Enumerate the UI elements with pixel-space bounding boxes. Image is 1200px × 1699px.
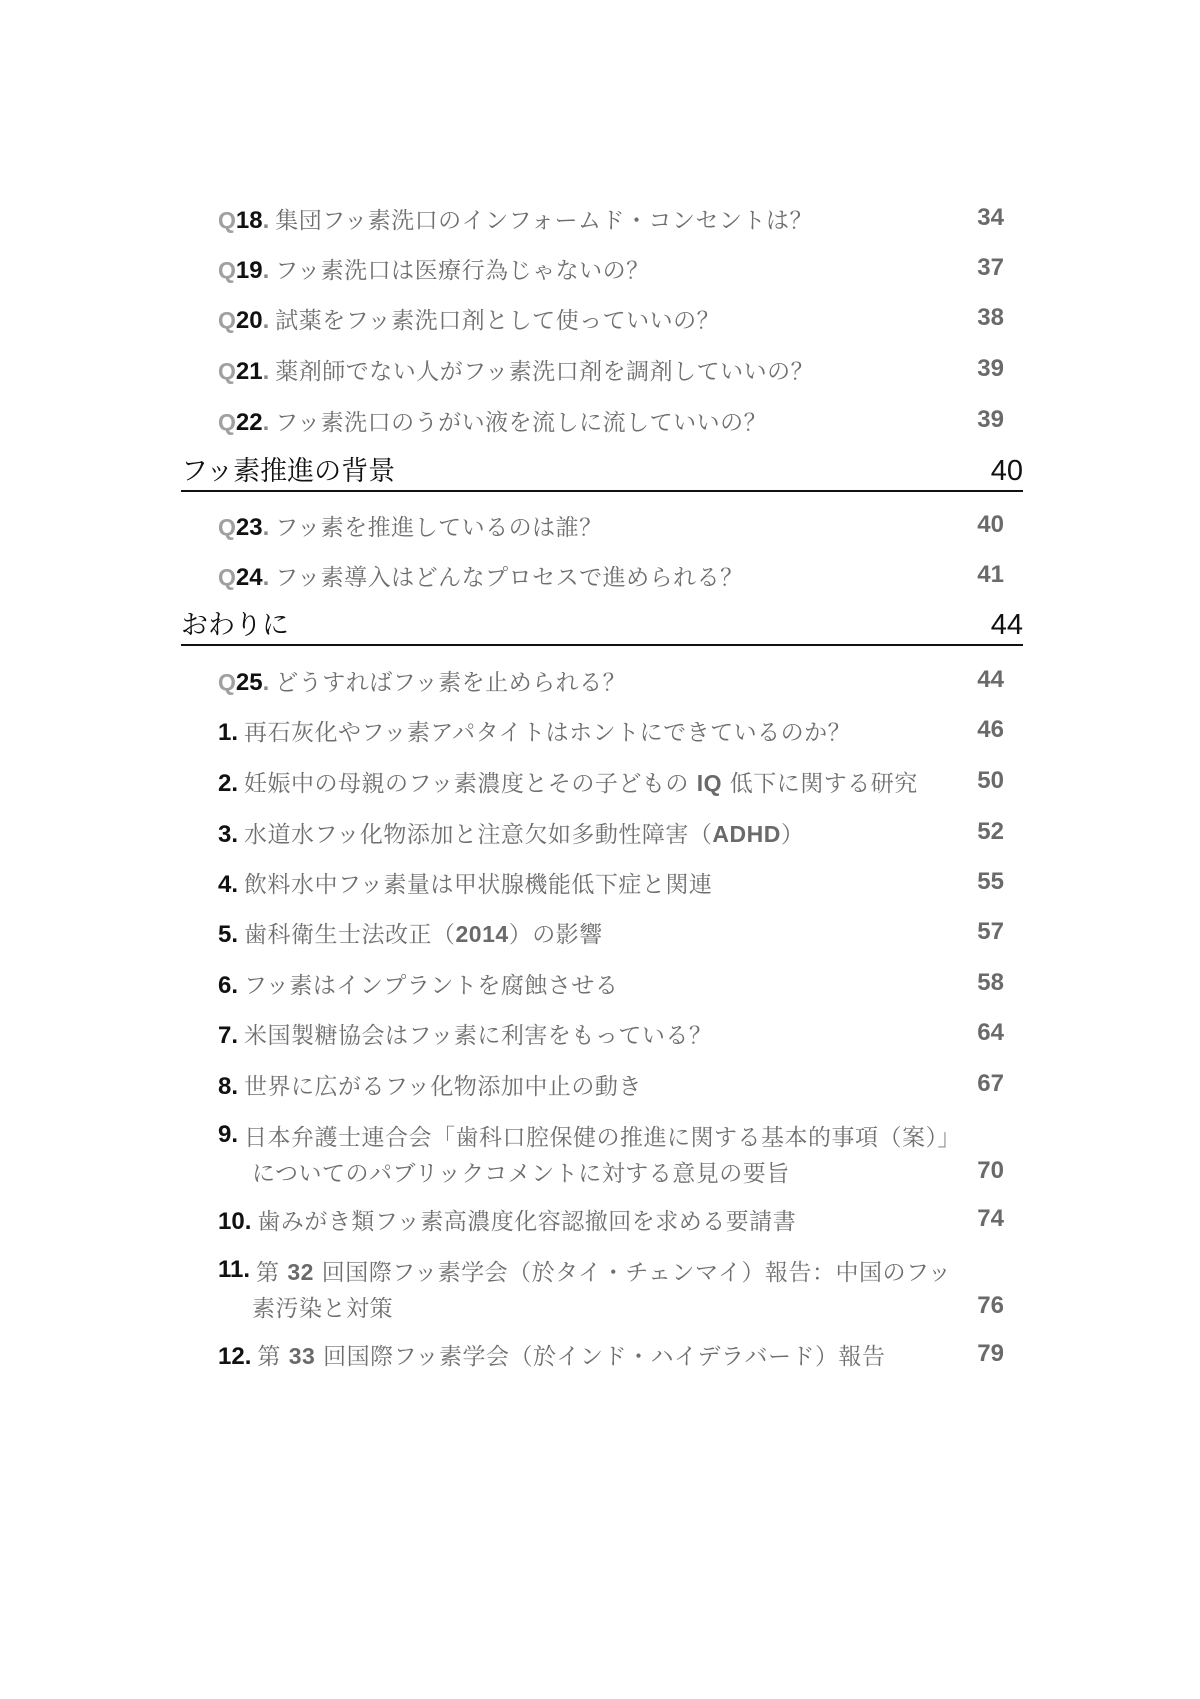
entry-label xyxy=(218,404,767,437)
q-prefix: Q xyxy=(218,306,236,333)
q-number: 22 xyxy=(235,408,263,436)
toc-entry-q21[interactable] xyxy=(218,351,1004,387)
title-part: ）の影響 xyxy=(508,921,603,948)
item-number: 3. xyxy=(218,820,239,848)
entry-line-1 xyxy=(218,1117,1004,1153)
toc-entry-q22[interactable] xyxy=(218,402,1004,438)
toc-entry-q19[interactable] xyxy=(218,250,1004,286)
entry-title xyxy=(244,765,918,798)
q-number: 21 xyxy=(235,357,263,385)
entry-title: どうすればフッ素を止められる？ xyxy=(275,669,627,696)
entry-page-number: 39 xyxy=(977,355,1004,382)
entry-label xyxy=(218,202,813,235)
entry-title-line-1: 日本弁護士連合会「歯科口腔保健の推進に関する基本的事項（案）」 xyxy=(244,1124,962,1151)
entry-label xyxy=(218,559,744,592)
q-prefix: Q xyxy=(218,408,236,435)
q-prefix: Q xyxy=(218,668,236,695)
q-dot: . xyxy=(262,256,270,284)
entry-page-number: 38 xyxy=(977,304,1004,331)
title-part: ） xyxy=(780,821,805,848)
q-dot: . xyxy=(262,668,270,696)
entry-label xyxy=(218,1203,796,1236)
title-part: 妊娠中の母親のフッ素濃度とその子どもの xyxy=(244,770,697,797)
q-prefix: Q xyxy=(218,206,236,233)
q-dot: . xyxy=(262,357,270,385)
entry-title xyxy=(244,816,804,849)
entry-title xyxy=(244,916,603,949)
item-number: 10. xyxy=(218,1207,252,1235)
entry-page-number: 39 xyxy=(977,406,1004,433)
toc-appendix-2[interactable] xyxy=(218,763,1004,799)
entry-label xyxy=(218,1017,712,1050)
toc-entry-q20[interactable] xyxy=(218,300,1004,336)
entry-title: フッ素洗口は医療行為じゃないの？ xyxy=(275,257,650,284)
entry-label xyxy=(218,353,814,386)
toc-appendix-4[interactable] xyxy=(218,864,1004,900)
item-number: 7. xyxy=(218,1021,239,1049)
item-number: 4. xyxy=(218,870,239,898)
title-part: 歯科衛生士法改正（ xyxy=(244,921,456,948)
entry-label xyxy=(218,866,712,899)
entry-title: フッ素を推進しているのは誰？ xyxy=(275,514,603,541)
entry-title xyxy=(257,1338,885,1371)
entry-title: 歯みがき類フッ素高濃度化容認撤回を求める要請書 xyxy=(257,1208,797,1235)
entry-label xyxy=(218,714,851,747)
q-dot: . xyxy=(262,513,270,541)
entry-page-number: 41 xyxy=(977,561,1004,588)
entry-title-line-2: 素汚染と対策 xyxy=(252,1295,393,1322)
section-heading-background[interactable] xyxy=(181,448,1023,492)
entry-title: 集団フッ素洗口のインフォームド・コンセントは？ xyxy=(275,207,814,234)
entry-label xyxy=(218,967,618,1000)
entry-page-number: 40 xyxy=(977,511,1004,538)
item-number: 8. xyxy=(218,1072,239,1100)
entry-label xyxy=(218,252,650,285)
entry-page-number: 50 xyxy=(977,767,1004,794)
q-number: 23 xyxy=(235,513,263,541)
q-dot: . xyxy=(262,408,270,436)
entry-page-number: 74 xyxy=(977,1205,1004,1232)
section-page-number: 44 xyxy=(990,609,1023,641)
q-dot: . xyxy=(262,206,270,234)
section-heading-conclusion[interactable] xyxy=(181,602,1023,646)
entry-page-number: 57 xyxy=(977,918,1004,945)
toc-appendix-3[interactable] xyxy=(218,814,1004,850)
item-number: 5. xyxy=(218,920,239,948)
toc-appendix-10[interactable] xyxy=(218,1201,1004,1237)
item-number: 1. xyxy=(218,718,239,746)
entry-label xyxy=(218,765,918,798)
toc-appendix-8[interactable] xyxy=(218,1066,1004,1102)
q-number: 20 xyxy=(235,306,263,334)
title-bold-part: ADHD xyxy=(712,820,781,847)
toc-appendix-6[interactable] xyxy=(218,965,1004,1001)
entry-title-line-2: についてのパブリックコメントに対する意見の要旨 xyxy=(252,1160,790,1187)
entry-title: 再石灰化やフッ素アパタイトはホントにできているのか？ xyxy=(244,719,852,746)
toc-appendix-7[interactable] xyxy=(218,1015,1004,1051)
toc-entry-q25[interactable] xyxy=(218,662,1004,698)
entry-label xyxy=(218,816,804,849)
item-number: 11. xyxy=(218,1256,251,1283)
entry-page-number: 79 xyxy=(977,1340,1004,1367)
section-page-number: 40 xyxy=(990,455,1023,487)
section-title: フッ素推進の背景 xyxy=(181,456,396,487)
entry-page-number: 46 xyxy=(977,716,1004,743)
section-title: おわりに xyxy=(181,610,289,641)
q-dot: . xyxy=(262,563,270,591)
entry-page-number: 55 xyxy=(977,868,1004,895)
entry-title: 世界に広がるフッ化物添加中止の動き xyxy=(244,1073,642,1100)
entry-title: 米国製糖協会はフッ素に利害をもっている？ xyxy=(244,1022,713,1049)
entry-title: フッ素はインプラントを腐蝕させる xyxy=(244,972,619,999)
item-number: 12. xyxy=(218,1342,252,1370)
entry-page-number: 37 xyxy=(977,254,1004,281)
q-number: 24 xyxy=(235,563,263,591)
entry-title-line-1 xyxy=(256,1254,951,1287)
toc-appendix-12[interactable] xyxy=(218,1336,1004,1372)
entry-page-number: 44 xyxy=(977,666,1004,693)
toc-appendix-11[interactable] xyxy=(218,1252,1004,1324)
title-bold-part: 2014 xyxy=(455,920,509,947)
title-part: 回国際フッ素学会（於インド・ハイデラバード）報告 xyxy=(315,1343,886,1370)
q-prefix: Q xyxy=(218,256,236,283)
item-number: 2. xyxy=(218,769,239,797)
entry-page-number: 34 xyxy=(977,204,1004,231)
item-number: 6. xyxy=(218,971,239,999)
entry-title: 試薬をフッ素洗口剤として使っていいの？ xyxy=(275,307,721,334)
entry-label xyxy=(218,302,720,335)
entry-title: フッ素導入はどんなプロセスで進められる？ xyxy=(275,564,744,591)
entry-page-number: 76 xyxy=(977,1292,1004,1319)
entry-label xyxy=(218,664,626,697)
entry-label xyxy=(218,916,603,949)
title-part: 低下に関する研究 xyxy=(722,770,918,797)
title-part: 第 xyxy=(257,1343,289,1370)
toc-appendix-9[interactable] xyxy=(218,1117,1004,1189)
title-bold-part: 33 xyxy=(288,1342,316,1369)
entry-title: 薬剤師でない人がフッ素洗口剤を調剤していいの？ xyxy=(275,358,815,385)
item-number: 9. xyxy=(218,1121,239,1148)
title-bold-part: IQ xyxy=(696,769,722,796)
title-bold-part: 32 xyxy=(287,1258,314,1285)
q-prefix: Q xyxy=(218,357,236,384)
q-prefix: Q xyxy=(218,513,236,540)
entry-page-number: 70 xyxy=(977,1157,1004,1184)
entry-line-2 xyxy=(218,1288,1004,1324)
toc-entry-q23[interactable] xyxy=(218,507,1004,543)
entry-label xyxy=(218,509,603,542)
toc-entry-q18[interactable] xyxy=(218,200,1004,236)
entry-page-number: 52 xyxy=(977,818,1004,845)
entry-page-number: 67 xyxy=(977,1070,1004,1097)
entry-line-1 xyxy=(218,1252,1004,1288)
title-part: 第 xyxy=(256,1259,288,1286)
toc-entry-q24[interactable] xyxy=(218,557,1004,593)
toc-appendix-5[interactable] xyxy=(218,914,1004,950)
q-prefix: Q xyxy=(218,563,236,590)
entry-page-number: 64 xyxy=(977,1019,1004,1046)
entry-line-2 xyxy=(218,1153,1004,1189)
entry-title: フッ素洗口のうがい液を流しに流していいの？ xyxy=(275,409,768,436)
q-number: 19 xyxy=(235,256,263,284)
entry-title: 飲料水中フッ素量は甲状腺機能低下症と関連 xyxy=(244,871,713,898)
entry-page-number: 58 xyxy=(977,969,1004,996)
q-dot: . xyxy=(262,306,270,334)
q-number: 25 xyxy=(235,668,263,696)
q-number: 18 xyxy=(235,206,263,234)
title-part: 水道水フッ化物添加と注意欠如多動性障害（ xyxy=(244,821,713,848)
toc-appendix-1[interactable] xyxy=(218,712,1004,748)
entry-label xyxy=(218,1068,642,1101)
title-part: 回国際フッ素学会（於タイ・チェンマイ）報告：中国のフッ xyxy=(313,1259,952,1286)
entry-label xyxy=(218,1338,885,1371)
